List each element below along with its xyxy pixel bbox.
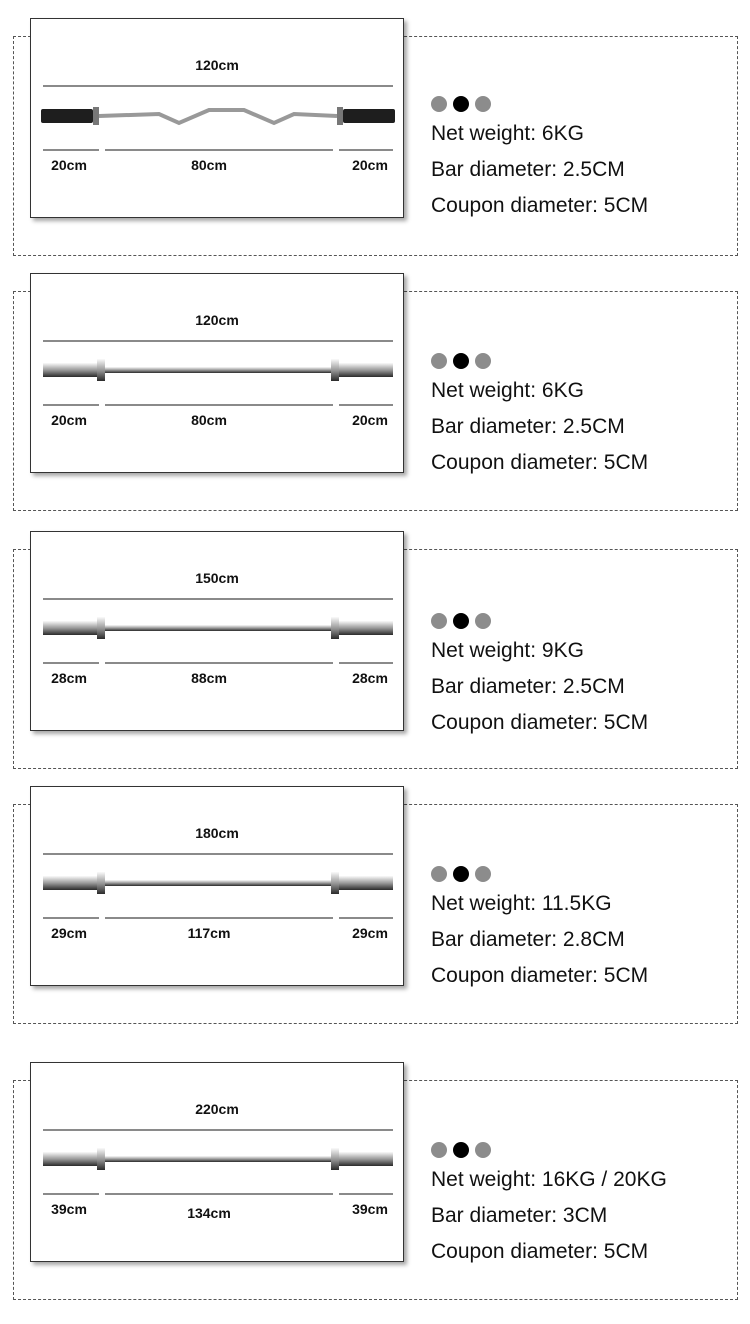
total-length-label: 120cm [195, 312, 239, 328]
spec-list [431, 1142, 667, 1270]
bar-diameter: Bar diameter: 2.5CM [431, 415, 625, 438]
right-sleeve-label: 20cm [352, 412, 388, 428]
left-sleeve-label: 20cm [51, 412, 87, 428]
center-line [105, 404, 333, 406]
total-length-label: 220cm [195, 1101, 239, 1117]
spec-card [0, 774, 750, 1030]
left-sleeve-label: 28cm [51, 670, 87, 686]
right-sleeve-label: 20cm [352, 157, 388, 173]
product-image-panel [30, 1062, 404, 1262]
product-image-panel [30, 531, 404, 731]
bar-diameter: Bar diameter: 2.5CM [431, 675, 625, 698]
bar-diameter: Bar diameter: 3CM [431, 1204, 608, 1227]
spec-card [0, 0, 750, 260]
total-length-line [43, 1129, 393, 1131]
dots-decoration [431, 96, 648, 112]
straight-bar-icon [39, 1145, 397, 1175]
straight-bar-icon [39, 614, 397, 644]
net-weight: Net weight: 11.5KG [431, 892, 612, 915]
total-length-line [43, 85, 393, 87]
left-sleeve-line [43, 1193, 99, 1195]
dots-decoration [431, 1142, 667, 1158]
coupon-diameter: Coupon diameter: 5CM [431, 1240, 649, 1263]
coupon-diameter: Coupon diameter: 5CM [431, 711, 649, 734]
right-sleeve-line [339, 1193, 393, 1195]
left-sleeve-label: 29cm [51, 925, 87, 941]
straight-bar-icon [39, 869, 397, 899]
right-sleeve-line [339, 404, 393, 406]
product-image-panel [30, 273, 404, 473]
right-sleeve-label: 28cm [352, 670, 388, 686]
straight-bar-icon [39, 356, 397, 386]
right-sleeve-line [339, 149, 393, 151]
center-length-label: 134cm [187, 1205, 231, 1221]
spec-list [431, 866, 648, 994]
left-sleeve-label: 20cm [51, 157, 87, 173]
dots-decoration [431, 866, 648, 882]
total-length-line [43, 340, 393, 342]
total-length-line [43, 598, 393, 600]
left-sleeve-line [43, 404, 99, 406]
spec-card [0, 260, 750, 518]
left-sleeve-line [43, 662, 99, 664]
center-line [105, 917, 333, 919]
right-sleeve-label: 29cm [352, 925, 388, 941]
total-length-label: 180cm [195, 825, 239, 841]
right-sleeve-line [339, 917, 393, 919]
product-image-panel [30, 18, 404, 218]
dots-decoration [431, 613, 648, 629]
coupon-diameter: Coupon diameter: 5CM [431, 451, 649, 474]
center-line [105, 662, 333, 664]
spec-card [0, 518, 750, 774]
spec-list [431, 353, 648, 481]
center-length-label: 80cm [191, 412, 227, 428]
spec-card [0, 1030, 750, 1324]
net-weight: Net weight: 9KG [431, 639, 584, 662]
net-weight: Net weight: 6KG [431, 379, 584, 402]
curl-bar-icon [39, 101, 397, 135]
left-sleeve-label: 39cm [51, 1201, 87, 1217]
total-length-label: 150cm [195, 570, 239, 586]
coupon-diameter: Coupon diameter: 5CM [431, 194, 649, 217]
coupon-diameter: Coupon diameter: 5CM [431, 964, 649, 987]
bar-diameter: Bar diameter: 2.8CM [431, 928, 625, 951]
spec-list [431, 96, 648, 224]
center-line [105, 1193, 333, 1195]
total-length-line [43, 853, 393, 855]
product-image-panel [30, 786, 404, 986]
center-length-label: 80cm [191, 157, 227, 173]
center-length-label: 88cm [191, 670, 227, 686]
spec-list [431, 613, 648, 741]
right-sleeve-label: 39cm [352, 1201, 388, 1217]
left-sleeve-line [43, 917, 99, 919]
total-length-label: 120cm [195, 57, 239, 73]
left-sleeve-line [43, 149, 99, 151]
bar-diameter: Bar diameter: 2.5CM [431, 158, 625, 181]
net-weight: Net weight: 16KG / 20KG [431, 1168, 667, 1191]
center-line [105, 149, 333, 151]
right-sleeve-line [339, 662, 393, 664]
net-weight: Net weight: 6KG [431, 122, 584, 145]
center-length-label: 117cm [187, 925, 231, 941]
dots-decoration [431, 353, 648, 369]
